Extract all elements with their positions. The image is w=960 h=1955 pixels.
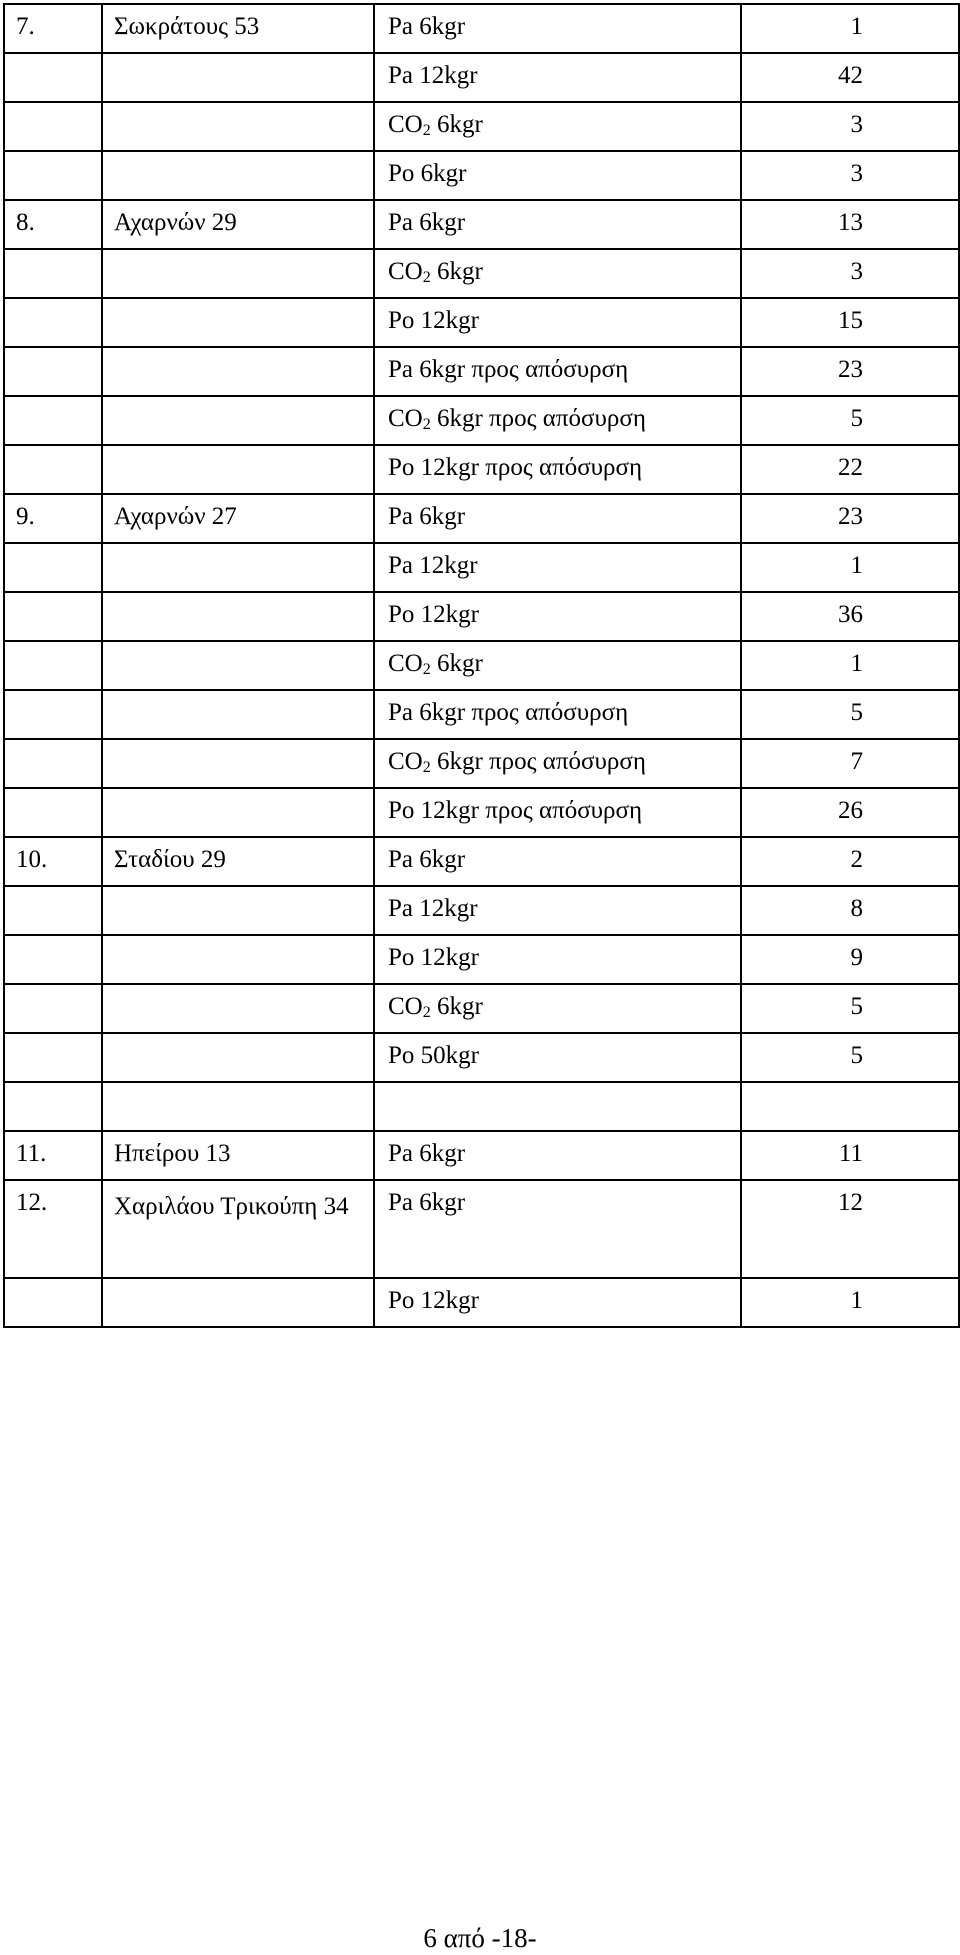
item-number-cell: [4, 1278, 102, 1327]
address-cell: [102, 739, 374, 788]
quantity-cell: 12: [741, 1180, 959, 1278]
quantity-cell: [741, 1082, 959, 1131]
page-number: 6 από -18-: [423, 1923, 537, 1953]
item-number-cell: [4, 396, 102, 445]
address-cell: [102, 788, 374, 837]
quantity-cell: 8: [741, 886, 959, 935]
item-number-cell: [4, 690, 102, 739]
table-row: [4, 151, 959, 200]
quantity-cell: 26: [741, 788, 959, 837]
table-row: [4, 249, 959, 298]
item-number-cell: [4, 151, 102, 200]
address-cell: [102, 1278, 374, 1327]
table-row: [4, 298, 959, 347]
item-number-cell: [4, 592, 102, 641]
table-row: [4, 690, 959, 739]
quantity-cell: 3: [741, 151, 959, 200]
extinguisher-type-cell: Pa 6kgr: [374, 200, 741, 249]
address-cell: Ηπείρου 13: [102, 1131, 374, 1180]
item-number-cell: [4, 53, 102, 102]
address-cell: [102, 249, 374, 298]
extinguisher-type-cell: Pa 6kgr: [374, 837, 741, 886]
table-row: [4, 1033, 959, 1082]
extinguisher-type-cell: Pa 6kgr: [374, 1180, 741, 1278]
extinguisher-type-cell: [374, 739, 741, 788]
table-row: [4, 4, 959, 53]
extinguisher-type-cell: Pa 12kgr: [374, 543, 741, 592]
table-row: [4, 935, 959, 984]
quantity-cell: 13: [741, 200, 959, 249]
item-number-cell: [4, 298, 102, 347]
address-cell: [102, 151, 374, 200]
extinguisher-type-cell: [374, 102, 741, 151]
address-cell: [102, 445, 374, 494]
address-cell: [102, 641, 374, 690]
type-text: 6kgr: [430, 258, 483, 285]
extinguisher-type-cell: Po 50kgr: [374, 1033, 741, 1082]
extinguisher-type-cell: Pa 6kgr: [374, 4, 741, 53]
table-row: [4, 641, 959, 690]
item-number-cell: [4, 641, 102, 690]
table-row: [4, 200, 959, 249]
extinguisher-type-cell: [374, 641, 741, 690]
table-row: [4, 886, 959, 935]
extinguisher-type-cell: Pa 6kgr: [374, 1131, 741, 1180]
address-cell: [102, 935, 374, 984]
item-number-cell: [4, 102, 102, 151]
table-row: [4, 494, 959, 543]
table-row: [4, 396, 959, 445]
quantity-cell: 5: [741, 984, 959, 1033]
address-cell: [102, 1082, 374, 1131]
address-cell: [102, 543, 374, 592]
table-row: [4, 347, 959, 396]
extinguisher-table: [3, 3, 960, 1328]
type-subscript: 2: [422, 122, 431, 139]
extinguisher-type-cell: Po 12kgr: [374, 592, 741, 641]
table-row: [4, 1131, 959, 1180]
item-number-cell: [4, 249, 102, 298]
quantity-cell: 3: [741, 249, 959, 298]
table-row: [4, 1082, 959, 1131]
extinguisher-type-cell: [374, 1082, 741, 1131]
quantity-cell: 5: [741, 690, 959, 739]
quantity-cell: 7: [741, 739, 959, 788]
extinguisher-type-cell: Po 12kgr: [374, 935, 741, 984]
table-row: [4, 1278, 959, 1327]
quantity-cell: 3: [741, 102, 959, 151]
item-number-cell: 10.: [4, 837, 102, 886]
item-number-cell: [4, 788, 102, 837]
type-subscript: 2: [422, 661, 431, 678]
address-cell: Σταδίου 29: [102, 837, 374, 886]
quantity-cell: 1: [741, 641, 959, 690]
item-number-cell: [4, 445, 102, 494]
type-text: CO: [388, 748, 423, 775]
extinguisher-type-cell: Pa 12kgr: [374, 53, 741, 102]
type-text: 6kgr: [430, 111, 483, 138]
table-row: [4, 739, 959, 788]
table-row: [4, 592, 959, 641]
type-text: 6kgr: [430, 650, 483, 677]
extinguisher-type-cell: Pa 6kgr προς απόσυρση: [374, 690, 741, 739]
quantity-cell: 9: [741, 935, 959, 984]
address-cell: [102, 102, 374, 151]
type-text: CO: [388, 258, 423, 285]
address-cell: Χαριλάου Τρικούπη 34: [102, 1180, 374, 1278]
table-row: [4, 1180, 959, 1278]
table-row: [4, 543, 959, 592]
type-text: 6kgr προς απόσυρση: [430, 405, 646, 432]
quantity-cell: 22: [741, 445, 959, 494]
item-number-cell: 12.: [4, 1180, 102, 1278]
table-row: [4, 788, 959, 837]
type-text: CO: [388, 111, 423, 138]
item-number-cell: [4, 1082, 102, 1131]
table-row: [4, 984, 959, 1033]
extinguisher-type-cell: Pa 12kgr: [374, 886, 741, 935]
type-text: CO: [388, 405, 423, 432]
type-subscript: 2: [422, 1004, 431, 1021]
extinguisher-type-cell: Po 12kgr προς απόσυρση: [374, 445, 741, 494]
quantity-cell: 36: [741, 592, 959, 641]
quantity-cell: 1: [741, 1278, 959, 1327]
quantity-cell: 5: [741, 1033, 959, 1082]
address-cell: [102, 984, 374, 1033]
quantity-cell: 5: [741, 396, 959, 445]
quantity-cell: 23: [741, 347, 959, 396]
address-cell: [102, 298, 374, 347]
type-text: 6kgr προς απόσυρση: [430, 748, 646, 775]
type-subscript: 2: [422, 416, 431, 433]
quantity-cell: 2: [741, 837, 959, 886]
address-cell: [102, 592, 374, 641]
address-cell: [102, 53, 374, 102]
address-cell: [102, 886, 374, 935]
address-cell: [102, 1033, 374, 1082]
item-number-cell: [4, 935, 102, 984]
address-cell: Σωκράτους 53: [102, 4, 374, 53]
table-row: [4, 445, 959, 494]
item-number-cell: 7.: [4, 4, 102, 53]
quantity-cell: 42: [741, 53, 959, 102]
quantity-cell: 23: [741, 494, 959, 543]
item-number-cell: 9.: [4, 494, 102, 543]
extinguisher-type-cell: Pa 6kgr: [374, 494, 741, 543]
table-row: [4, 102, 959, 151]
extinguisher-type-cell: [374, 249, 741, 298]
item-number-cell: 8.: [4, 200, 102, 249]
type-text: CO: [388, 650, 423, 677]
address-cell: [102, 396, 374, 445]
address-cell: Αχαρνών 27: [102, 494, 374, 543]
item-number-cell: [4, 739, 102, 788]
quantity-cell: 1: [741, 543, 959, 592]
quantity-cell: 11: [741, 1131, 959, 1180]
extinguisher-type-cell: Po 12kgr: [374, 298, 741, 347]
quantity-cell: 15: [741, 298, 959, 347]
address-cell: [102, 347, 374, 396]
table-body: [4, 4, 959, 1327]
type-text: 6kgr: [430, 993, 483, 1020]
extinguisher-type-cell: Po 6kgr: [374, 151, 741, 200]
item-number-cell: 11.: [4, 1131, 102, 1180]
item-number-cell: [4, 1033, 102, 1082]
item-number-cell: [4, 984, 102, 1033]
extinguisher-type-cell: Po 12kgr προς απόσυρση: [374, 788, 741, 837]
type-subscript: 2: [422, 759, 431, 776]
extinguisher-type-cell: [374, 984, 741, 1033]
table-row: [4, 53, 959, 102]
item-number-cell: [4, 886, 102, 935]
type-subscript: 2: [422, 269, 431, 286]
item-number-cell: [4, 347, 102, 396]
extinguisher-type-cell: [374, 396, 741, 445]
address-cell: Αχαρνών 29: [102, 200, 374, 249]
table-row: [4, 837, 959, 886]
extinguisher-type-cell: Pa 6kgr προς απόσυρση: [374, 347, 741, 396]
quantity-cell: 1: [741, 4, 959, 53]
type-text: CO: [388, 993, 423, 1020]
address-cell: [102, 690, 374, 739]
item-number-cell: [4, 543, 102, 592]
extinguisher-type-cell: Po 12kgr: [374, 1278, 741, 1327]
